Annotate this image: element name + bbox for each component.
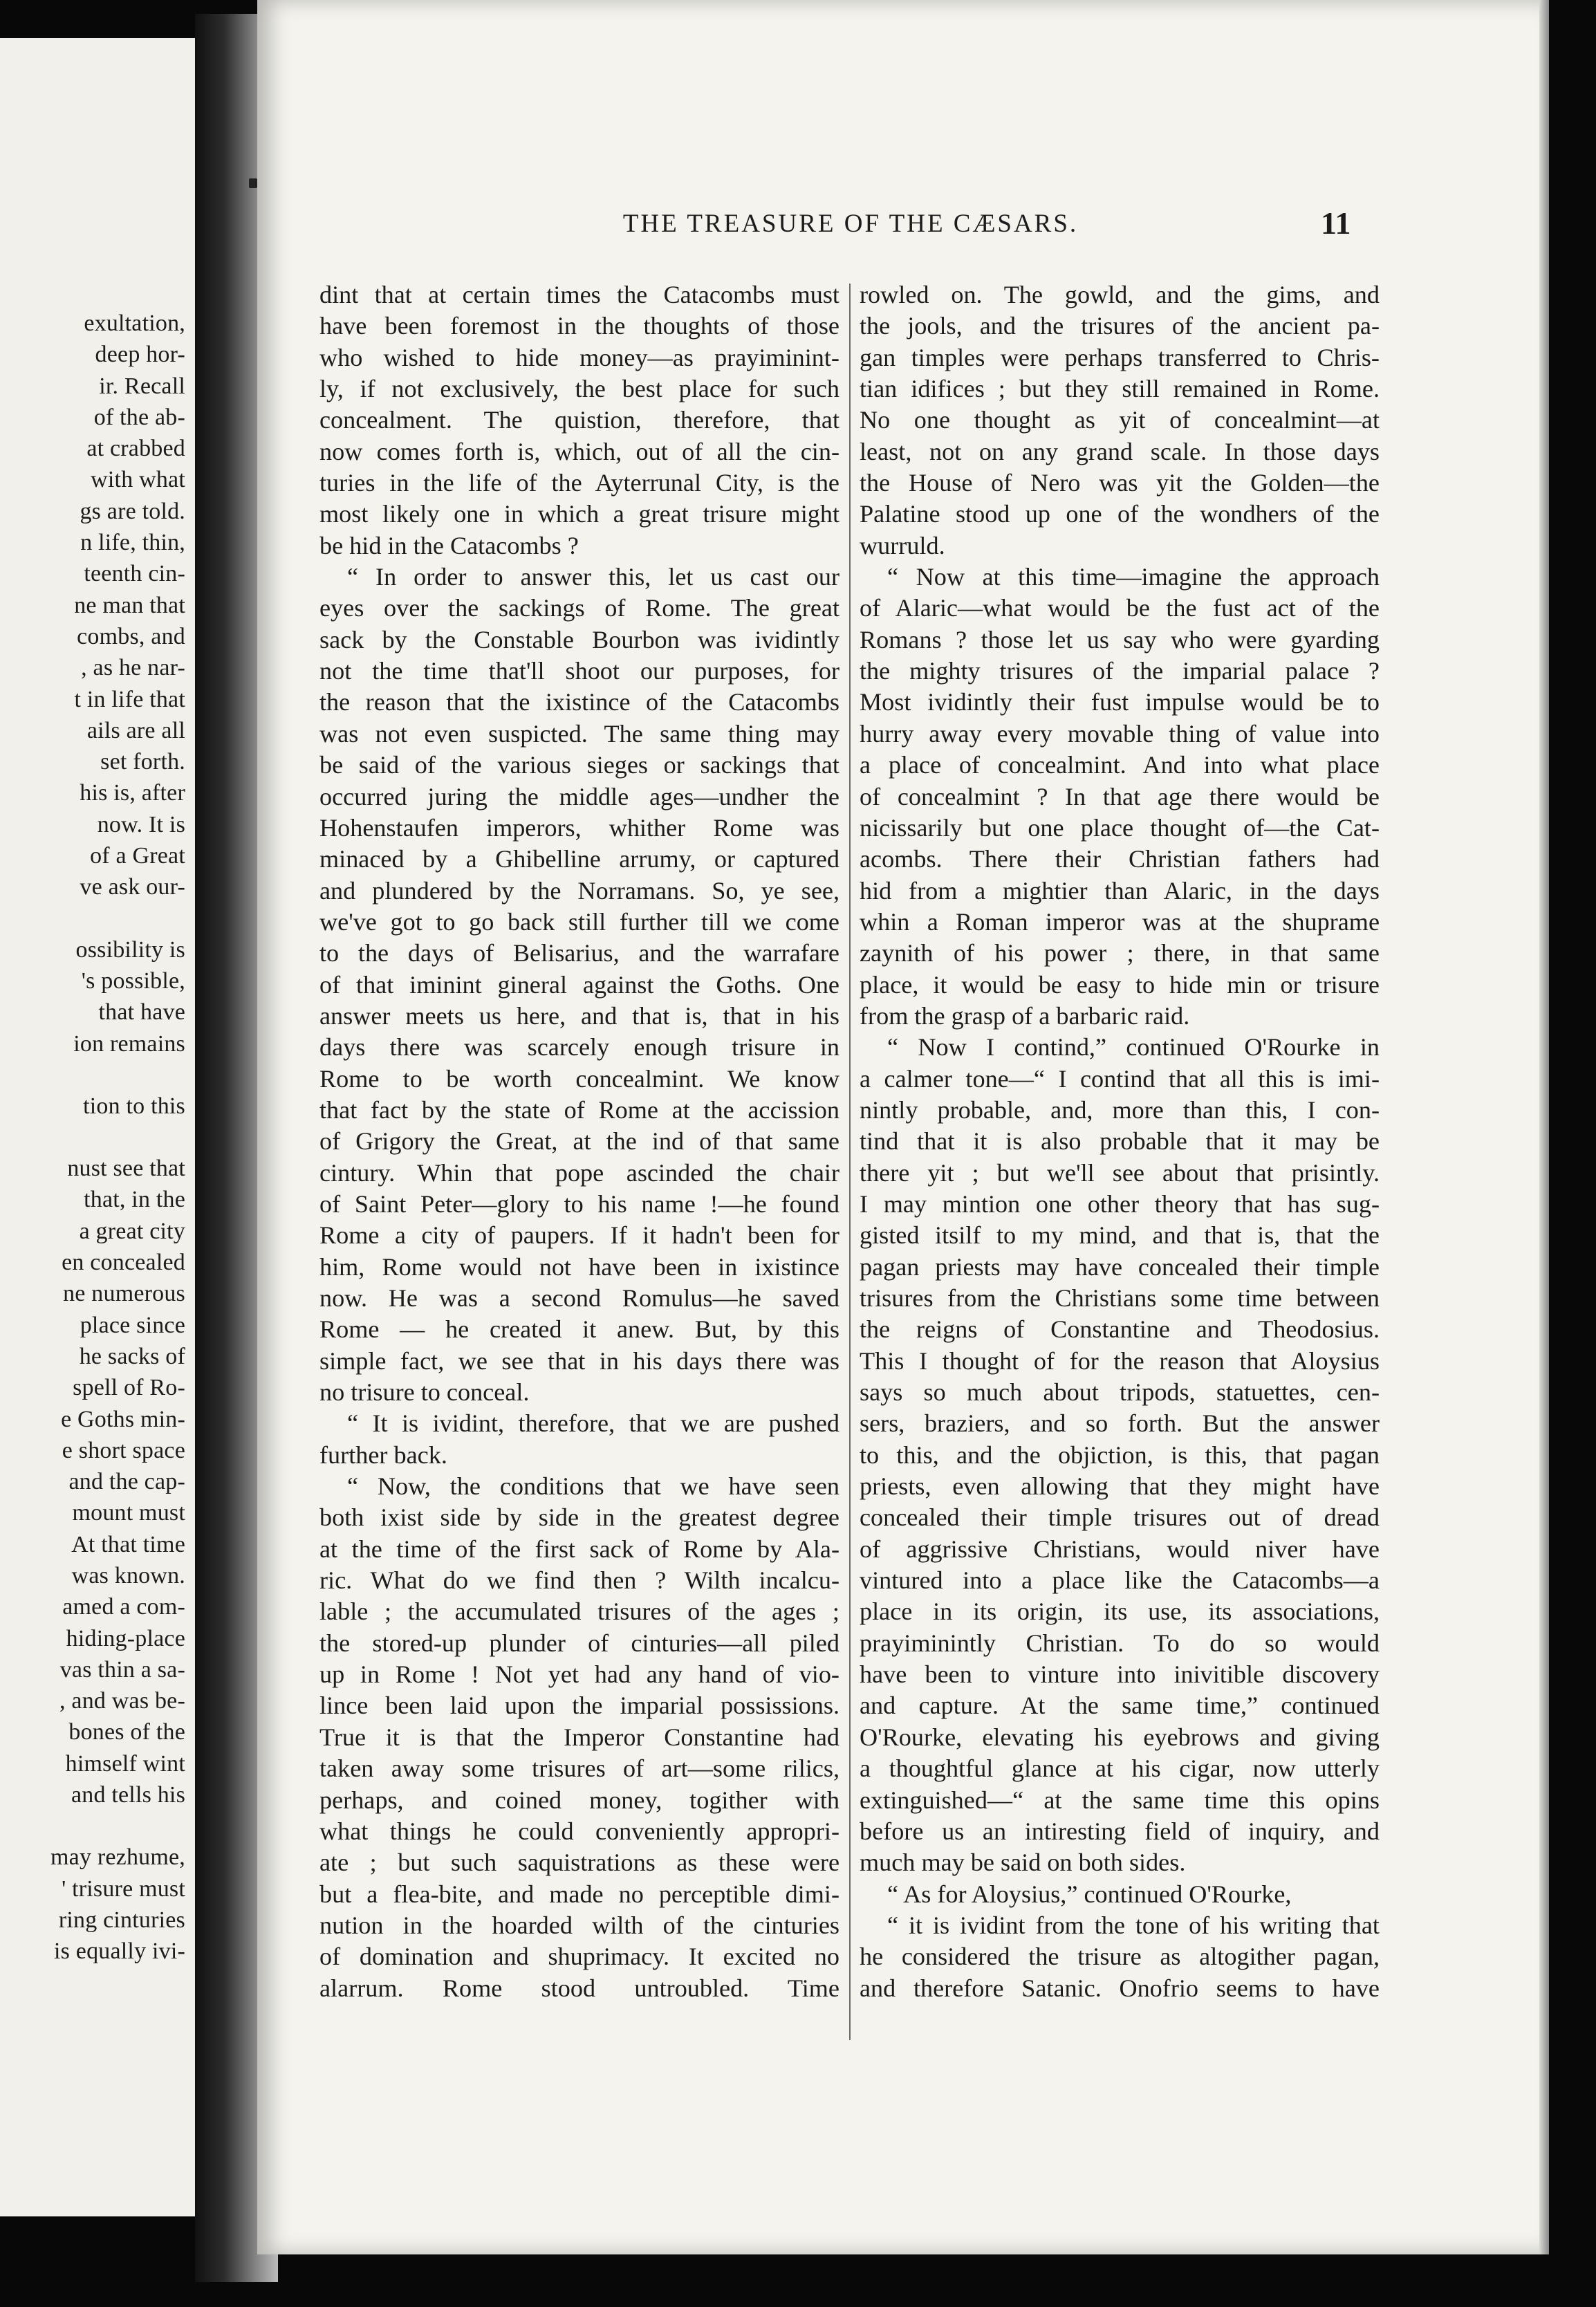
left-page-line: ir. Recall [99, 373, 185, 399]
text-line: sack by the Constable Bourbon was ividintly [319, 625, 839, 654]
text-line: further back. [319, 1440, 447, 1469]
text-line: pagan priests may have concealed their timple [860, 1252, 1380, 1281]
left-page-line: spell of Ro- [73, 1375, 185, 1401]
text-line: tian idifices ; but they still remained in Rome. [860, 375, 1380, 403]
text-line: Rome to be worth concealmint. We know [319, 1064, 839, 1093]
text-line: perhaps, and coined money, togither with [319, 1786, 839, 1814]
text-line: the reason that the ixistince of the Catacombs [319, 688, 839, 716]
left-page-line: vas thin a sa- [59, 1656, 185, 1683]
text-line: ate ; but such saquistrations as these were [319, 1849, 839, 1877]
text-line: place, it would be easy to hide min or trisure [860, 970, 1380, 999]
text-column-left [319, 279, 839, 2004]
text-line: the House of Nero was yit the Golden—the [860, 469, 1380, 497]
text-line: occurred juring the middle ages—undher the [319, 782, 839, 810]
text-line: and capture. At the same time,” continued [860, 1692, 1380, 1720]
text-line: eyes over the sackings of Rome. The great [319, 594, 839, 622]
text-line: the reigns of Constantine and Theodosius. [860, 1315, 1380, 1344]
text-line: be said of the various sieges or sackings that [319, 751, 839, 779]
left-page-line: he sacks of [79, 1343, 185, 1369]
left-page-line: of the ab- [93, 404, 185, 430]
text-line: least, not on any grand scale. In those days [860, 437, 1380, 465]
left-page-line: e short space [62, 1437, 185, 1463]
left-page-line: ne numerous [63, 1281, 185, 1307]
text-line: wurruld. [860, 531, 945, 559]
left-page-line: ion remains [73, 1030, 185, 1057]
text-line: alarrum. Rome stood untroubled. Time [319, 1974, 839, 2002]
text-line: True it is that the Imperor Constantine had [319, 1723, 839, 1751]
text-line: nicissarily but one place thought of—the Cat- [860, 813, 1380, 842]
text-line: place in its origin, its use, its associations, [860, 1597, 1380, 1626]
text-line: zaynith of his power ; there, in that same [860, 939, 1380, 967]
text-line: not the time that'll shoot our purposes, for [319, 657, 839, 685]
left-page-line: place since [80, 1312, 185, 1338]
text-line: ric. What do we find then ? Wilth incalcu- [319, 1566, 839, 1595]
left-page-line: of a Great [90, 843, 185, 869]
left-page-line: and the cap- [68, 1469, 185, 1495]
text-line: at the time of the first sack of Rome by Ala- [319, 1535, 839, 1563]
left-page-text [6, 308, 185, 1967]
left-page-line: deep hor- [95, 342, 185, 368]
left-page-line: that, in the [84, 1187, 185, 1213]
text-line: the stored-up plunder of cinturies—all piled [319, 1629, 839, 1657]
text-line: acombs. There their Christian fathers had [860, 845, 1380, 873]
text-line: lince been laid upon the imparial possissions. [319, 1692, 839, 1720]
text-line: says so much about tripods, statuettes, cen- [860, 1378, 1380, 1407]
left-page-line: himself wint [65, 1750, 185, 1777]
left-page-line: his is, after [80, 780, 185, 806]
text-line: now comes forth is, which, out of all the cin- [319, 437, 839, 465]
page-edge [1539, 0, 1549, 2254]
left-page-line: gs are told. [80, 498, 185, 524]
text-line: No one thought as yit of concealmint—at [860, 406, 1380, 434]
text-line: there yit ; but we'll see about that prisintly. [860, 1158, 1380, 1187]
text-line: have been foremost in the thoughts of those [319, 312, 839, 340]
text-line: rowled on. The gowld, and the gims, and [860, 281, 1380, 308]
text-line: and therefore Satanic. Onofrio seems to have [860, 1974, 1380, 2002]
text-line: concealed their timple trisures out of dread [860, 1503, 1380, 1532]
text-line: I may mintion one other theory that has sug- [860, 1189, 1380, 1218]
text-line: much may be said on both sides. [860, 1849, 1186, 1877]
text-line: most likely one in which a great trisure might [319, 500, 839, 528]
left-page-fragment [0, 38, 195, 2216]
left-page-line: combs, and [77, 623, 185, 649]
text-line: prayiminintly Christian. To do so would [860, 1629, 1380, 1657]
left-page-line: nust see that [67, 1156, 185, 1182]
text-line: of domination and shuprimacy. It excited no [319, 1943, 839, 1971]
text-line: priests, even allowing that they might have [860, 1472, 1380, 1501]
text-line: Rome a city of paupers. If it hadn't been for [319, 1221, 839, 1250]
left-page-line: with what [91, 467, 185, 493]
left-page-line: at crabbed [86, 436, 185, 462]
left-page-line: , and was be- [59, 1688, 185, 1714]
left-page-line: en concealed [62, 1250, 185, 1276]
text-line: “ Now I contind,” continued O'Rourke in [887, 1033, 1380, 1062]
left-page-line: is equally ivi- [54, 1938, 185, 1965]
left-page-line: hiding-place [66, 1625, 185, 1651]
text-line: hurry away every movable thing of value into [860, 719, 1380, 748]
text-line: to this, and the objiction, is this, that pagan [860, 1440, 1380, 1469]
text-line: and plundered by the Norramans. So, ye see, [319, 876, 839, 905]
left-page-line: ossibility is [75, 936, 185, 963]
left-page-line: bones of the [68, 1719, 185, 1745]
left-page-line: tion to this [83, 1093, 185, 1119]
text-line: what things he could conveniently appropri- [319, 1817, 839, 1845]
text-line: who wished to hide money—as prayiminint- [319, 343, 839, 371]
left-page-line: teenth cin- [84, 561, 185, 587]
text-line: “ As for Aloysius,” continued O'Rourke, [887, 1880, 1292, 1908]
left-page-line: a great city [79, 1218, 185, 1244]
left-page-line [6, 1122, 185, 1153]
text-line: extinguished—“ at the same time this opins [860, 1786, 1380, 1814]
column-divider [849, 284, 851, 2040]
text-line: now. He was a second Romulus—he saved [319, 1284, 839, 1312]
text-line: a place of concealmint. And into what place [860, 751, 1380, 779]
page-number: 11 [1321, 205, 1351, 241]
text-line: was not even suspicted. The same thing may [319, 719, 839, 748]
text-line: lable ; the accumulated trisures of the ages ; [319, 1597, 839, 1626]
text-line: a thoughtful glance at his cigar, now utterly [860, 1754, 1380, 1783]
text-line: gisted itsilf to my mind, and that is, that the [860, 1221, 1380, 1250]
left-page-line: t in life that [74, 686, 185, 712]
text-line: gan timples were perhaps transferred to Chris- [860, 343, 1380, 371]
text-line: to the days of Belisarius, and the warrafare [319, 939, 839, 967]
left-page-line: exultation, [84, 311, 185, 336]
text-line: “ it is ividint from the tone of his writing that [887, 1911, 1380, 1939]
text-line: days there was scarcely enough trisure in [319, 1033, 839, 1062]
left-page-line: 's possible, [81, 967, 185, 994]
left-page-line [6, 1810, 185, 1842]
text-line: answer meets us here, and that is, that in his [319, 1001, 839, 1030]
text-line: Rome — he created it anew. But, by this [319, 1315, 839, 1344]
text-line: of aggrissive Christians, would niver have [860, 1535, 1380, 1563]
left-page-line [6, 903, 185, 934]
text-line: dint that at certain times the Catacombs must [319, 281, 839, 308]
text-line: “ Now at this time—imagine the approach [887, 563, 1380, 591]
text-line: nintly probable, and, more than this, I con- [860, 1095, 1380, 1124]
left-page-line: amed a com- [62, 1594, 185, 1620]
text-line: Palatine stood up one of the wondhers of the [860, 500, 1380, 528]
text-line: from the grasp of a barbaric raid. [860, 1001, 1190, 1030]
text-line: Romans ? those let us say who were gyarding [860, 625, 1380, 654]
text-line: nution in the hoarded wilth of the cinturies [319, 1911, 839, 1939]
left-page-line: and tells his [71, 1782, 185, 1808]
text-line: “ It is ividint, therefore, that we are pushed [347, 1409, 839, 1438]
left-page-line: ne man that [74, 592, 185, 618]
text-line: of Alaric—what would be the fust act of the [860, 594, 1380, 622]
left-page-line: that have [98, 999, 185, 1026]
text-line: both ixist side by side in the greatest degree [319, 1503, 839, 1532]
running-title: THE TREASURE OF THE CÆSARS. [622, 210, 1079, 238]
left-page-line: ' trisure must [62, 1875, 185, 1902]
text-line: minaced by a Ghibelline arrumy, or captured [319, 845, 839, 873]
text-line: but a flea-bite, and made no perceptible dimi- [319, 1880, 839, 1908]
text-line: we've got to go back still further till we come [319, 907, 839, 936]
left-page-line: n life, thin, [80, 530, 185, 556]
left-page-line: ails are all [86, 717, 185, 743]
left-page-line: ve ask our- [80, 874, 185, 900]
left-page-line: At that time [71, 1531, 185, 1557]
left-page-line: e Goths min- [61, 1406, 185, 1432]
text-line: This I thought of for the reason that Aloysius [860, 1346, 1380, 1375]
left-page-line: set forth. [100, 749, 185, 775]
text-line: of Saint Peter—glory to his name !—he found [319, 1189, 839, 1218]
print-mark [249, 178, 257, 188]
text-line: concealment. The quistion, therefore, that [319, 406, 839, 434]
text-line: before us an intiresting field of inquiry, and [860, 1817, 1380, 1845]
text-line: vintured into a place like the Catacombs—a [860, 1566, 1380, 1595]
text-line: ly, if not exclusively, the best place for such [319, 375, 839, 403]
text-line: be hid in the Catacombs ? [319, 531, 579, 559]
text-line: the mighty trisures of the imparial palace ? [860, 657, 1380, 685]
text-line: no trisure to conceal. [319, 1378, 530, 1407]
text-line: trisures from the Christians some time between [860, 1284, 1380, 1312]
left-page-line: , as he nar- [81, 655, 185, 681]
text-line: him, Rome would not have been in ixistince [319, 1252, 839, 1281]
left-page-line [6, 1059, 185, 1091]
text-line: whin a Roman imperor was at the shuprame [860, 907, 1380, 936]
text-line: that fact by the state of Rome at the accission [319, 1095, 839, 1124]
text-line: hid from a mightier than Alaric, in the days [860, 876, 1380, 905]
text-line: he considered the trisure as altogither pagan, [860, 1943, 1380, 1971]
text-line: Hohenstaufen imperors, whither Rome was [319, 813, 839, 842]
text-line: simple fact, we see that in his days there was [319, 1346, 839, 1375]
text-line: O'Rourke, elevating his eyebrows and giving [860, 1723, 1380, 1751]
text-line: of concealmint ? In that age there would be [860, 782, 1380, 810]
text-line: a calmer tone—“ I contind that all this is imi- [860, 1064, 1380, 1093]
left-page-line: was known. [71, 1562, 185, 1588]
text-line: taken away some trisures of art—some rilics, [319, 1754, 839, 1783]
text-line: of Grigory the Great, at the ind of that same [319, 1127, 839, 1156]
left-page-line: mount must [72, 1500, 185, 1526]
left-page-line: may rezhume, [50, 1844, 185, 1871]
text-line: up in Rome ! Not yet had any hand of vio- [319, 1660, 839, 1689]
left-page-line: now. It is [97, 811, 185, 837]
text-line: “ Now, the conditions that we have seen [347, 1472, 839, 1501]
left-page-line: ring cinturies [58, 1907, 185, 1933]
text-line: have been to vinture into inivitible discovery [860, 1660, 1380, 1689]
text-line: sers, braziers, and so forth. But the answer [860, 1409, 1380, 1438]
text-line: of that iminint gineral against the Goths. One [319, 970, 839, 999]
text-line: tind that it is also probable that it may be [860, 1127, 1380, 1156]
text-column-right [860, 279, 1380, 2004]
text-line: Most ividintly their fust impulse would be to [860, 688, 1380, 716]
text-line: the jools, and the trisures of the ancient pa- [860, 312, 1380, 340]
text-line: turies in the life of the Ayterrunal City, is the [319, 469, 839, 497]
text-line: “ In order to answer this, let us cast our [347, 563, 839, 591]
text-line: cintury. Whin that pope ascinded the chair [319, 1158, 839, 1187]
